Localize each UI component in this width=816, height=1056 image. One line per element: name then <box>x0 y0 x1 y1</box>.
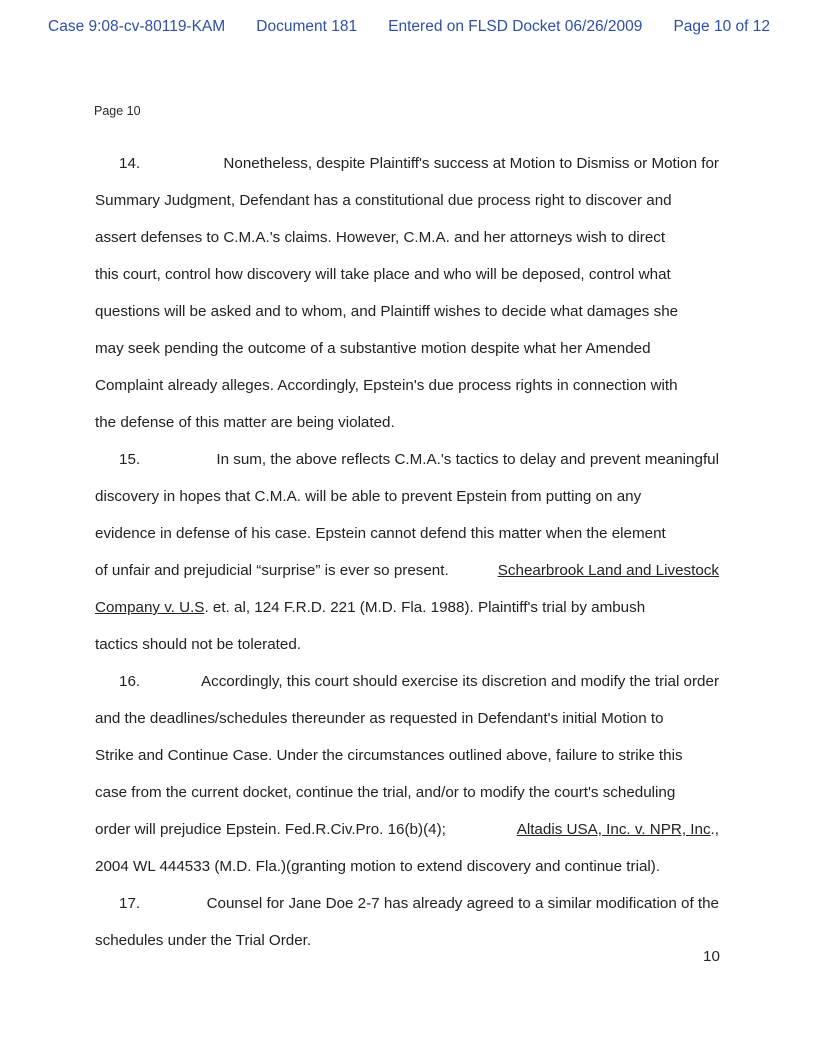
paragraph-15-line-3: evidence in defense of his case. Epstein cannot defend this matter when the element <box>95 525 666 542</box>
case-citation: Schearbrook Land and Livestock <box>497 562 719 579</box>
paragraph-number: 17. <box>119 895 141 912</box>
paragraph-14-line-5: questions will be asked and to whom, and Plaintiff wishes to decide what damages she <box>95 303 679 320</box>
page-of-total: Page 10 of 12 <box>673 18 770 35</box>
paragraph-15-line-2: discovery in hopes that C.M.A. will be able to prevent Epstein from putting on any <box>95 488 642 505</box>
paragraph-14-line-8: the defense of this matter are being violated. <box>95 414 395 431</box>
docket-entry: Entered on FLSD Docket 06/26/2009 <box>388 18 643 35</box>
paragraph-17-line-2: schedules under the Trial Order. <box>95 932 312 949</box>
case-number: Case 9:08-cv-80119-KAM <box>48 18 226 35</box>
page-label: Page 10 <box>94 104 141 118</box>
paragraph-number: 16. <box>119 673 141 690</box>
case-citation: Altadis USA, Inc. v. NPR, Inc <box>516 821 711 838</box>
paragraph-16-line-6: 2004 WL 444533 (M.D. Fla.)(granting motion to extend discovery and continue trial). <box>95 858 661 875</box>
paragraph-16-line-3: Strike and Continue Case. Under the circumstances outlined above, failure to strike this <box>95 747 683 764</box>
paragraph-14-line-6: may seek pending the outcome of a substantive motion despite what her Amended <box>95 340 651 357</box>
paragraph-number: 15. <box>119 451 141 468</box>
paragraph-16-line-2: and the deadlines/schedules thereunder as requested in Defendant's initial Motion to <box>95 710 664 727</box>
paragraph-15-line-5: Company v. U.S. et. al, 124 F.R.D. 221 (M.D. Fla. 1988). Plaintiff's trial by ambush <box>95 599 646 616</box>
ecf-header <box>48 18 770 36</box>
paragraph-14-line-4: this court, control how discovery will take place and who will be deposed, control what <box>95 266 671 283</box>
paragraph-17-line-1: 17. Counsel for Jane Doe 2-7 has already agreed to a similar modification of the <box>95 885 719 922</box>
case-citation: Company v. U.S <box>95 599 205 616</box>
body-text <box>95 145 719 959</box>
paragraph-14-line-1: 14. Nonetheless, despite Plaintiff's success at Motion to Dismiss or Motion for <box>95 145 719 182</box>
paragraph-number: 14. <box>119 155 141 172</box>
paragraph-16-line-1: 16. Accordingly, this court should exercise its discretion and modify the trial order <box>95 663 719 700</box>
paragraph-14-line-7: Complaint already alleges. Accordingly, Epstein's due process rights in connection with <box>95 377 678 394</box>
paragraph-15-line-4: of unfair and prejudicial “surprise” is ever so present. Schearbrook Land and Livestock <box>95 552 719 589</box>
paragraph-16-line-5: order will prejudice Epstein. Fed.R.Civ.Pro. 16(b)(4); Altadis USA, Inc. v. NPR, Inc., <box>95 821 719 838</box>
paragraph-16-line-4: case from the current docket, continue the trial, and/or to modify the court's scheduling <box>95 784 676 801</box>
paragraph-14-line-2: Summary Judgment, Defendant has a constitutional due process right to discover and <box>95 192 672 209</box>
paragraph-14-line-3: assert defenses to C.M.A.'s claims. However, C.M.A. and her attorneys wish to direct <box>95 229 666 246</box>
page-number: 10 <box>703 948 720 965</box>
paragraph-15-line-6: tactics should not be tolerated. <box>95 636 302 653</box>
paragraph-15-line-1: 15. In sum, the above reflects C.M.A.'s tactics to delay and prevent meaningful <box>95 441 719 478</box>
document-number: Document 181 <box>256 18 358 35</box>
